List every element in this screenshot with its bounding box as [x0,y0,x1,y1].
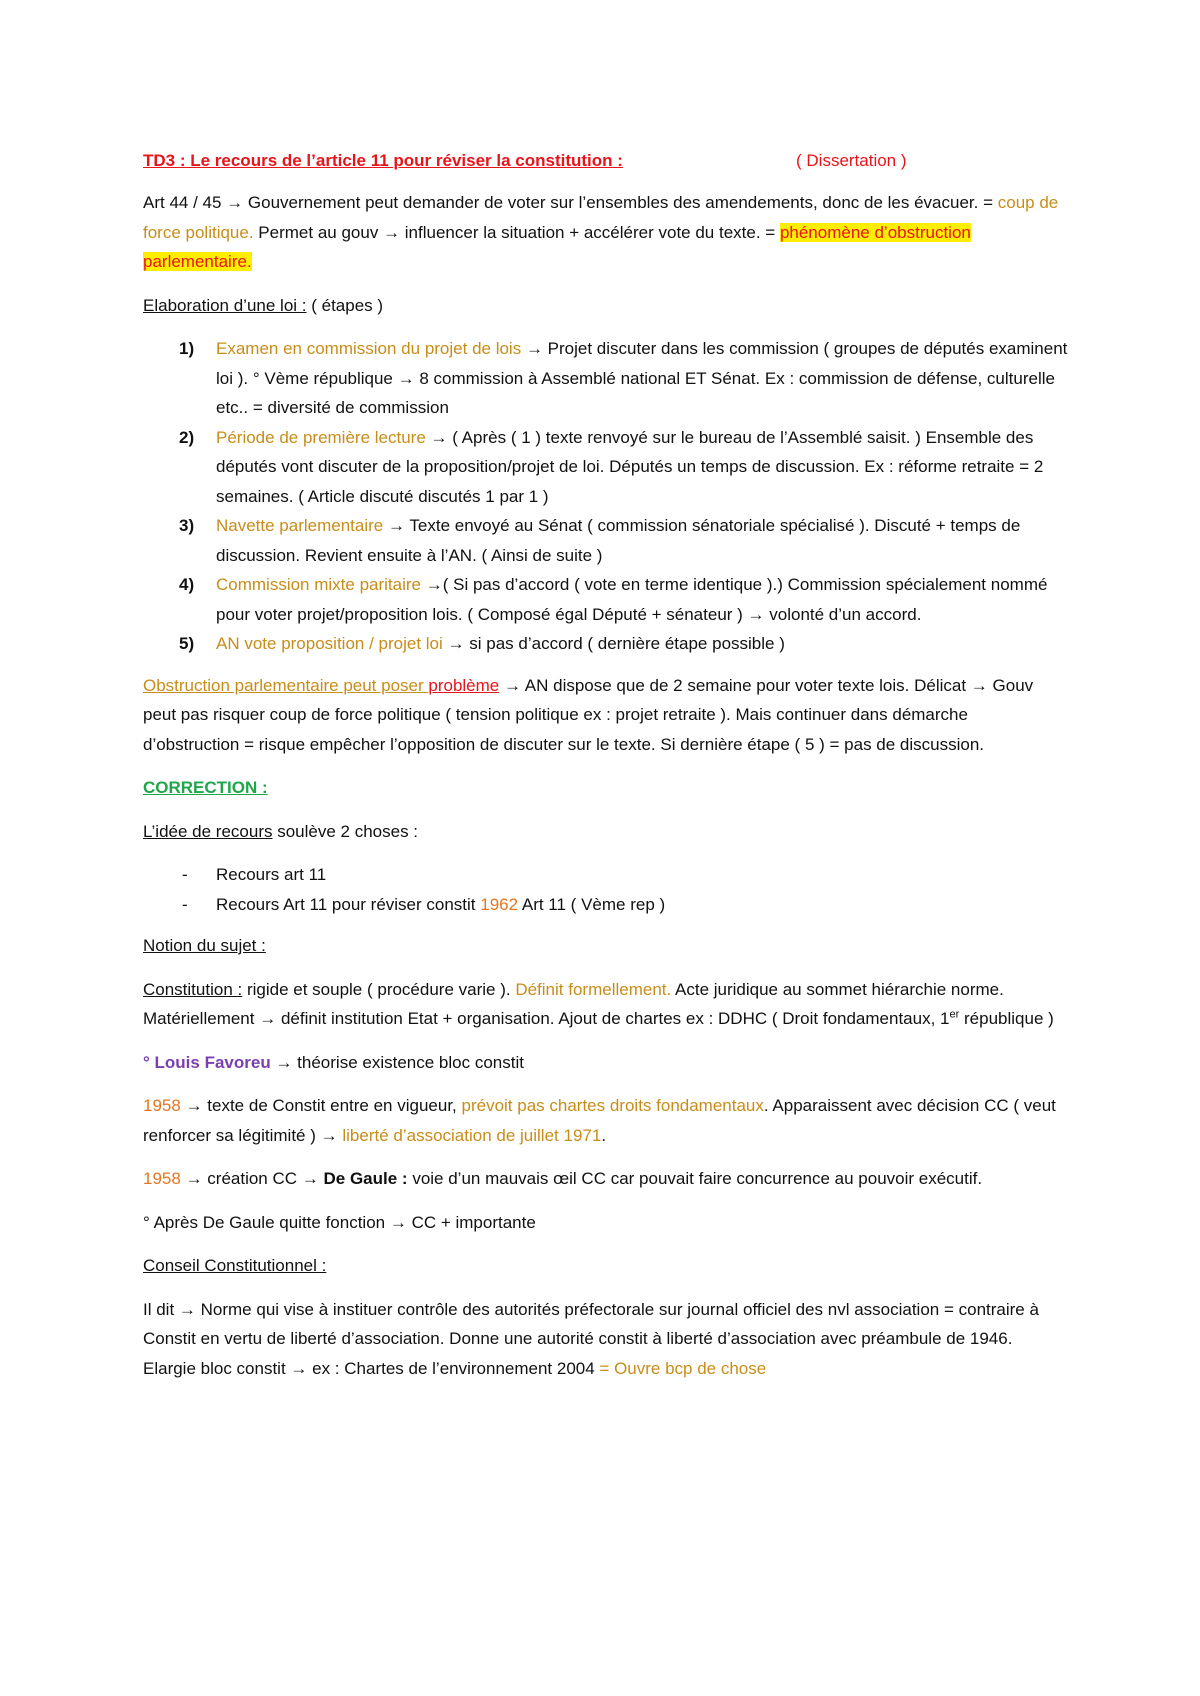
arrow-icon: → [747,604,765,624]
arrow-icon: → [397,368,415,388]
arrow-icon: → [388,516,405,535]
favoreu-paragraph: ° Louis Favoreu → théorise existence bloc constit [143,1052,524,1072]
idee-paragraph: L’idée de recours soulève 2 choses : [143,821,419,841]
title-row [143,146,1068,176]
arrow-icon: → [178,1299,196,1319]
arrow-icon: → [383,222,401,242]
arrow-icon: → [320,1125,338,1145]
arrow-icon: → [430,427,448,447]
arrow-icon: → [425,575,443,594]
step-label: Période de première lecture [216,427,426,447]
arrow-icon: → [503,675,521,695]
arrow-icon: → [226,193,244,212]
document-body [143,146,1068,1397]
notion-heading: Notion du sujet : [143,936,266,955]
arrow-icon: → [389,1212,407,1232]
conseil-heading: Conseil Constitutionnel : [143,1256,327,1275]
list-item: 2) Période de première lecture → ( Après ( 1 ) texte renvoyé sur le bureau de l’Assemblé saisit. ) Ensemble des députés vont discuter de la proposition/projet de loi. Députés un temps de discussion. Ex : réforme retraite = 2 semaines. ( Article discuté discutés 1 par 1 ) [179,427,1044,506]
arrow-icon: → [290,1358,308,1378]
list-item: 3) Navette parlementaire → Texte envoyé au Sénat ( commission sénatoriale spécialisé ). Discuté + temps de discussion. Revient ensuite à l’AN. ( Ainsi de suite ) [179,516,1021,565]
apres-paragraph: ° Après De Gaule quitte fonction → CC + importante [143,1212,536,1232]
correction-heading: CORRECTION : [143,778,268,797]
paragraph-1958-cc: 1958 → création CC → De Gaule : voie d’un mauvais œil CC car pouvait faire concurrence au pouvoir exécutif. [143,1169,983,1188]
paragraph-1958-text: 1958 → texte de Constit entre en vigueur, prévoit pas chartes droits fondamentaux. Apparaissent avec décision CC ( veut renforcer sa légitimité ) → liberté d’association de juillet 1971. [143,1096,1056,1145]
law-steps-list [143,334,1068,659]
coup-de-force-highlight: coup de force politique. [143,193,1059,242]
arrow-icon: → [525,339,543,358]
arrow-icon: → [185,1096,203,1115]
list-item: 1) Examen en commission du projet de lois → Projet discuter dans les commission ( groupes de députés examinent loi ). ° Vème république → 8 commission à Assemblé national ET Sénat. Ex : commission de défense, culturelle etc.. = diversité de commission [179,339,1068,417]
obstruction-paragraph: Obstruction parlementaire peut poser problème → AN dispose que de 2 semaine pour voter texte lois. Délicat → Gouv peut pas risquer coup de force politique ( tension politique ex : projet retraite ). Mais continuer dans démarche d’obstruction = risque empêcher l’opposition de discuter sur le texte. Si dernière étape ( 5 ) = pas de discussion. [143,675,1034,754]
obstruction-highlight: phénomène d’obstruction parlementaire. [143,222,971,271]
step-label: AN vote proposition / projet loi [216,634,443,653]
il-dit-paragraph: Il dit → Norme qui vise à instituer contrôle des autorités préfectorale sur journal officiel des nvl association = contraire à Constit en vertu de liberté d’association. Donne une autorité constit à liberté d’association avec préambule de 1946. Elargie bloc constit → ex : Chartes de l’environnement 2004 = Ouvre bcp de chose [143,1299,1039,1378]
list-item: - Recours art 11 [182,865,327,884]
arrow-icon: → [447,634,465,653]
arrow-icon: → [301,1169,319,1188]
list-item: 4) Commission mixte paritaire →( Si pas d’accord ( vote en terme identique ).) Commission spécialement nommé pour voter projet/proposition lois. ( Composé égal Député + sénateur ) → volonté d’un accord. [179,575,1048,624]
recours-list [143,860,1068,919]
step-label: Examen en commission du projet de lois [216,339,522,358]
arrow-icon: → [185,1169,203,1188]
arrow-icon: → [970,675,988,695]
elaboration-heading: Elaboration d’une loi : ( étapes ) [143,295,384,315]
arrow-icon: → [259,1009,277,1028]
document-type-label: ( Dissertation ) [796,151,907,170]
list-item: 5) AN vote proposition / projet loi → si pas d’accord ( dernière étape possible ) [179,634,785,653]
arrow-icon: → [275,1052,293,1072]
step-label: Commission mixte paritaire [216,575,421,594]
step-label: Navette parlementaire [216,516,384,535]
list-item: - Recours Art 11 pour réviser constit 1962 Art 11 ( Vème rep ) [182,894,666,914]
document-title: TD3 : Le recours de l’article 11 pour réviser la constitution : [143,151,623,170]
intro-paragraph: Art 44 / 45 → Gouvernement peut demander de voter sur l’ensembles des amendements, donc de les évacuer. = coup de force politique. Permet au gouv → influencer la situation + accélérer vote du texte. = phénomène d’obstruction parlementaire. [143,193,1059,271]
constitution-paragraph: Constitution : rigide et souple ( procédure varie ). Définit formellement. Acte juridique au sommet hiérarchie norme. Matériellement → définit institution Etat + organisation. Ajout de chartes ex : DDHC ( Droit fondamentaux, 1er république ) [143,979,1054,1028]
